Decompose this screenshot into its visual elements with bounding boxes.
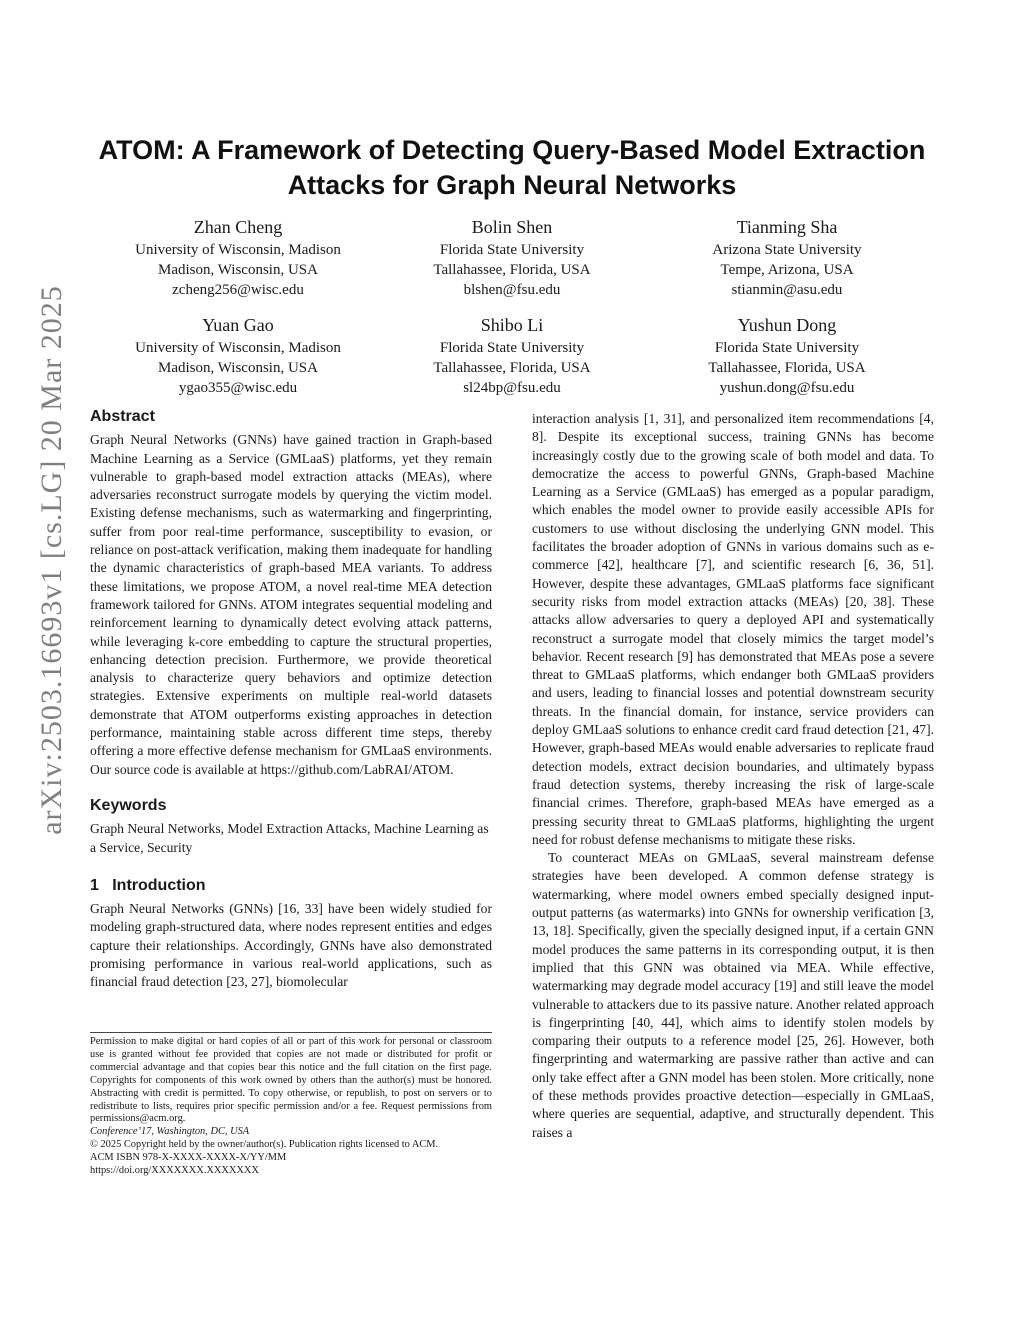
author-name: Zhan Cheng	[193, 217, 283, 237]
author-block	[78, 215, 398, 300]
abstract-heading: Abstract	[90, 408, 155, 425]
author-block	[352, 313, 672, 398]
author-email[interactable]: zcheng256@wisc.edu	[172, 282, 304, 298]
author-name: Shibo Li	[480, 315, 544, 335]
author-location: Tempe, Arizona, USA	[720, 262, 854, 278]
author-location: Madison, Wisconsin, USA	[158, 262, 318, 278]
author-block	[78, 313, 398, 398]
author-email[interactable]: yushun.dong@fsu.edu	[719, 380, 855, 396]
author-affiliation: Arizona State University	[712, 242, 862, 258]
author-affiliation: University of Wisconsin, Madison	[135, 340, 341, 356]
author-location: Tallahassee, Florida, USA	[433, 262, 591, 278]
arxiv-stamp-text: arXiv:2503.16693v1 [cs.LG] 20 Mar 2025	[35, 285, 68, 835]
abstract-text: Graph Neural Networks (GNNs) have gained traction in Graph-based Machine Learning as a Service (GMLaaS) platforms, yet they remain vulnerable to graph-based model extraction attacks (MEAs), where adversaries reconstruct surrogate models by querying the victim model. Existing defense mechanisms, such as watermarking and fingerprinting, suffer from poor real-time performance, susceptibility to evasion, or reliance on post-attack verification, making them inadequate for handling the dynamic characteristics of graph-based MEA variants. To address these limitations, we propose ATOM, a novel real-time MEA detection framework tailored for GNNs. ATOM integrates sequential modeling and reinforcement learning to dynamically detect evolving attack patterns, while leveraging k-core embedding to capture the structural properties, enhancing detection precision. Furthermore, we provide theoretical analysis to characterize query behaviors and optimize detection strategies. Extensive experiments on multiple real-world datasets demonstrate that ATOM outperforms existing approaches in detection performance, maintaining stable across different time steps, thereby offering a more effective defense mechanism for GMLaaS environments. Our source code is available at https://github.com/LabRAI/ATOM.	[90, 432, 492, 777]
introduction-heading: 1 Introduction	[90, 876, 206, 894]
footnote-rule	[90, 1032, 492, 1033]
author-email[interactable]: sl24bp@fsu.edu	[463, 380, 561, 396]
author-block	[627, 313, 947, 398]
doi-link[interactable]: https://doi.org/XXXXXXX.XXXXXXX	[90, 1165, 259, 1177]
author-name: Yuan Gao	[202, 315, 274, 335]
author-email[interactable]: blshen@fsu.edu	[463, 282, 561, 298]
paper-title: ATOM: A Framework of Detecting Query-Based Model Extraction Attacks for Graph Neural Networks	[98, 135, 926, 200]
footnote	[90, 1036, 492, 1178]
author-name: Bolin Shen	[471, 217, 553, 237]
author-name: Yushun Dong	[737, 315, 837, 335]
author-affiliation: University of Wisconsin, Madison	[135, 242, 341, 258]
intro-paragraph-1: Graph Neural Networks (GNNs) [16, 33] have been widely studied for modeling graph-structured data, where nodes represent entities and edges capture their relationships. Accordingly, GNNs have also demonstrated promising performance in various real-world applications, such as financial fraud detection [23, 27], biomolecular	[90, 901, 492, 990]
author-location: Tallahassee, Florida, USA	[433, 360, 591, 376]
intro-paragraph-2: To counteract MEAs on GMLaaS, several mainstream defense strategies have been developed. A common defense strategy is watermarking, where model owners embed specially designed input-output patterns (as watermarks) into GNNs for ownership verification [3, 13, 18]. Specifically, given the specially designed input, if a certain GNN model produces the same patterns in its corresponding output, it is then implied that this GNN was obtained via MEA. While effective, watermarking may degrade model accuracy [19] and still leave the model vulnerable to attackers due to its passive nature. Another related approach is fingerprinting [40, 44], which aims to identify stolen models by comparing their outputs to a reference model [25, 26]. However, both fingerprinting and watermarking are passive rather than active and can only take effect after a GNN model has been stolen. More critically, none of these methods provides proactive detection—especially in GMLaaS, where queries are sequential, adaptive, and structurally dependent. This raises a	[532, 850, 934, 1140]
left-column	[90, 408, 492, 992]
author-email[interactable]: stianmin@asu.edu	[731, 282, 843, 298]
author-block	[352, 215, 672, 300]
keywords-text: Graph Neural Networks, Model Extraction Attacks, Machine Learning as a Service, Security	[90, 821, 489, 855]
copyright-line: © 2025 Copyright held by the owner/author(s). Publication rights licensed to ACM.	[90, 1139, 439, 1151]
author-email[interactable]: ygao355@wisc.edu	[178, 380, 298, 396]
author-block	[627, 215, 947, 300]
keywords-heading: Keywords	[90, 796, 167, 814]
author-location: Madison, Wisconsin, USA	[158, 360, 318, 376]
author-affiliation: Florida State University	[439, 340, 585, 356]
isbn-line: ACM ISBN 978-X-XXXX-XXXX-X/YY/MM	[90, 1152, 287, 1164]
author-affiliation: Florida State University	[439, 242, 585, 258]
right-column	[532, 410, 934, 1142]
arxiv-stamp	[22, 160, 82, 960]
intro-paragraph-1-continued: interaction analysis [1, 31], and personalized item recommendations [4, 8]. Despite its exceptional success, training GNNs has become increasingly costly due to the growing scale of both model and data. To democratize the access to powerful GNNs, Graph-based Machine Learning as a Service (GMLaaS) has emerged as a popular paradigm, which enables the model owner to provide easily accessible APIs for customers to use without disclosing the underlying GNN model. This facilitates the broader adoption of GNNs in various domains such as e-commerce [42], healthcare [7], and scientific research [6, 36, 51]. However, despite these advantages, GMLaaS platforms face significant security risks from model extraction attacks (MEAs) [20, 38]. These attacks allow adversaries to query a deployed API and systematically reconstruct a surrogate model that closely mimics the target model’s behavior. Recent research [9] has demonstrated that MEAs pose a severe threat to GMLaaS platforms, which endanger both GMLaaS providers and users, leading to financial losses and potential downstream security threats. In the financial domain, for instance, service providers can deploy GMLaaS solutions to enhance credit card fraud detection [21, 47]. However, graph-based MEAs would enable adversaries to replicate fraud detection models, extract decision boundaries, and ultimately bypass fraud detection systems, thereby increasing the risk of large-scale financial crimes. Therefore, graph-based MEAs have emerged as a pressing security threat to GMLaaS platforms, highlighting the urgent need for robust defense mechanisms to mitigate these risks.	[532, 411, 934, 847]
author-name: Tianming Sha	[736, 217, 838, 237]
conference-line: Conference’17, Washington, DC, USA	[90, 1126, 250, 1138]
author-affiliation: Florida State University	[714, 340, 860, 356]
author-location: Tallahassee, Florida, USA	[708, 360, 866, 376]
permission-notice: Permission to make digital or hard copies of all or part of this work for personal or classroom use is granted without fee provided that copies are not made or distributed for profit or commercial advantage and that copies bear this notice and the full citation on the first page. Copyrights for components of this work owned by others than the author(s) must be honored. Abstracting with credit is permitted. To copy otherwise, or republish, to post on servers or to redistribute to lists, requires prior specific permission and/or a fee. Request permissions from permissions@acm.org.	[90, 1036, 492, 1125]
